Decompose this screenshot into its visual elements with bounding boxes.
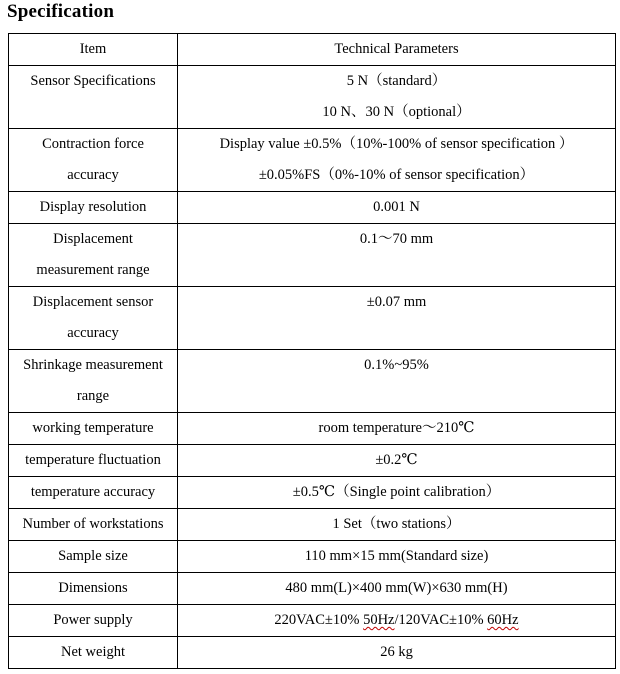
table-row bbox=[9, 413, 616, 445]
row-parameter-value bbox=[178, 509, 616, 541]
power-voltage-a: 220VAC±10% bbox=[274, 612, 364, 628]
table-row bbox=[9, 509, 616, 541]
power-voltage-b: /120VAC±10% bbox=[394, 612, 488, 628]
parameter-line: 1 Set（two stations） bbox=[332, 516, 461, 532]
parameter-line: room temperature～210℃ bbox=[318, 420, 475, 436]
parameter-line: ±0.2℃ bbox=[375, 452, 418, 468]
row-item-label: Dimensions bbox=[9, 573, 178, 605]
parameter-line: 0.1%~95% bbox=[364, 357, 429, 373]
table-row bbox=[9, 637, 616, 669]
table-row bbox=[9, 445, 616, 477]
row-parameter-value bbox=[178, 287, 616, 350]
column-header-parameters: Technical Parameters bbox=[178, 34, 616, 66]
parameter-line: 0.1～70 mm bbox=[359, 231, 434, 247]
table-row bbox=[9, 224, 616, 287]
power-supply-line bbox=[184, 605, 609, 636]
row-item-label: Number of workstations bbox=[9, 509, 178, 541]
row-parameter-value bbox=[178, 605, 616, 637]
row-item-label: Displacement measurement range bbox=[9, 224, 178, 287]
parameter-line: 110 mm×15 mm(Standard size) bbox=[304, 548, 489, 564]
row-item-label: temperature accuracy bbox=[9, 477, 178, 509]
row-item-label: Power supply bbox=[9, 605, 178, 637]
row-item-label: Sample size bbox=[9, 541, 178, 573]
row-item-label: working temperature bbox=[9, 413, 178, 445]
table-row bbox=[9, 287, 616, 350]
row-item-label: Contraction force accuracy bbox=[9, 129, 178, 192]
table-header-row bbox=[9, 34, 616, 66]
row-parameter-value bbox=[178, 413, 616, 445]
row-parameter-value bbox=[178, 129, 616, 192]
row-parameter-value bbox=[178, 477, 616, 509]
table-row bbox=[9, 129, 616, 192]
parameter-line: Display value ±0.5%（10%-100% of sensor specification ） bbox=[219, 136, 574, 152]
row-parameter-value bbox=[178, 541, 616, 573]
row-parameter-value bbox=[178, 637, 616, 669]
row-item-label: Shrinkage measurement range bbox=[9, 350, 178, 413]
table-row bbox=[9, 541, 616, 573]
parameter-line: 0.001 N bbox=[373, 199, 420, 215]
row-item-label: temperature fluctuation bbox=[9, 445, 178, 477]
row-parameter-value bbox=[178, 445, 616, 477]
row-item-label: Displacement sensor accuracy bbox=[9, 287, 178, 350]
column-header-item: Item bbox=[9, 34, 178, 66]
row-parameter-value bbox=[178, 350, 616, 413]
table-row bbox=[9, 573, 616, 605]
row-parameter-value bbox=[178, 66, 616, 129]
parameter-line: 5 N（standard） bbox=[346, 73, 447, 89]
parameter-line: 10 N、30 N（optional） bbox=[322, 104, 471, 120]
table-row bbox=[9, 605, 616, 637]
parameter-line: ±0.5℃（Single point calibration） bbox=[292, 484, 501, 500]
specification-table bbox=[8, 33, 616, 669]
table-row bbox=[9, 350, 616, 413]
parameter-line: 480 mm(L)×400 mm(W)×630 mm(H) bbox=[285, 580, 508, 596]
table-row bbox=[9, 66, 616, 129]
table-row bbox=[9, 477, 616, 509]
row-parameter-value bbox=[178, 192, 616, 224]
power-frequency-a: 50Hz bbox=[363, 612, 395, 628]
section-heading: Specification bbox=[7, 1, 115, 22]
power-frequency-b: 60Hz bbox=[487, 612, 519, 628]
row-parameter-value bbox=[178, 573, 616, 605]
row-item-label: Net weight bbox=[9, 637, 178, 669]
row-parameter-value bbox=[178, 224, 616, 287]
row-item-label: Display resolution bbox=[9, 192, 178, 224]
parameter-line: 26 kg bbox=[380, 644, 413, 660]
parameter-line: ±0.05%FS（0%-10% of sensor specification） bbox=[258, 167, 535, 183]
parameter-line: ±0.07 mm bbox=[366, 294, 427, 310]
table-row bbox=[9, 192, 616, 224]
row-item-label: Sensor Specifications bbox=[9, 66, 178, 129]
